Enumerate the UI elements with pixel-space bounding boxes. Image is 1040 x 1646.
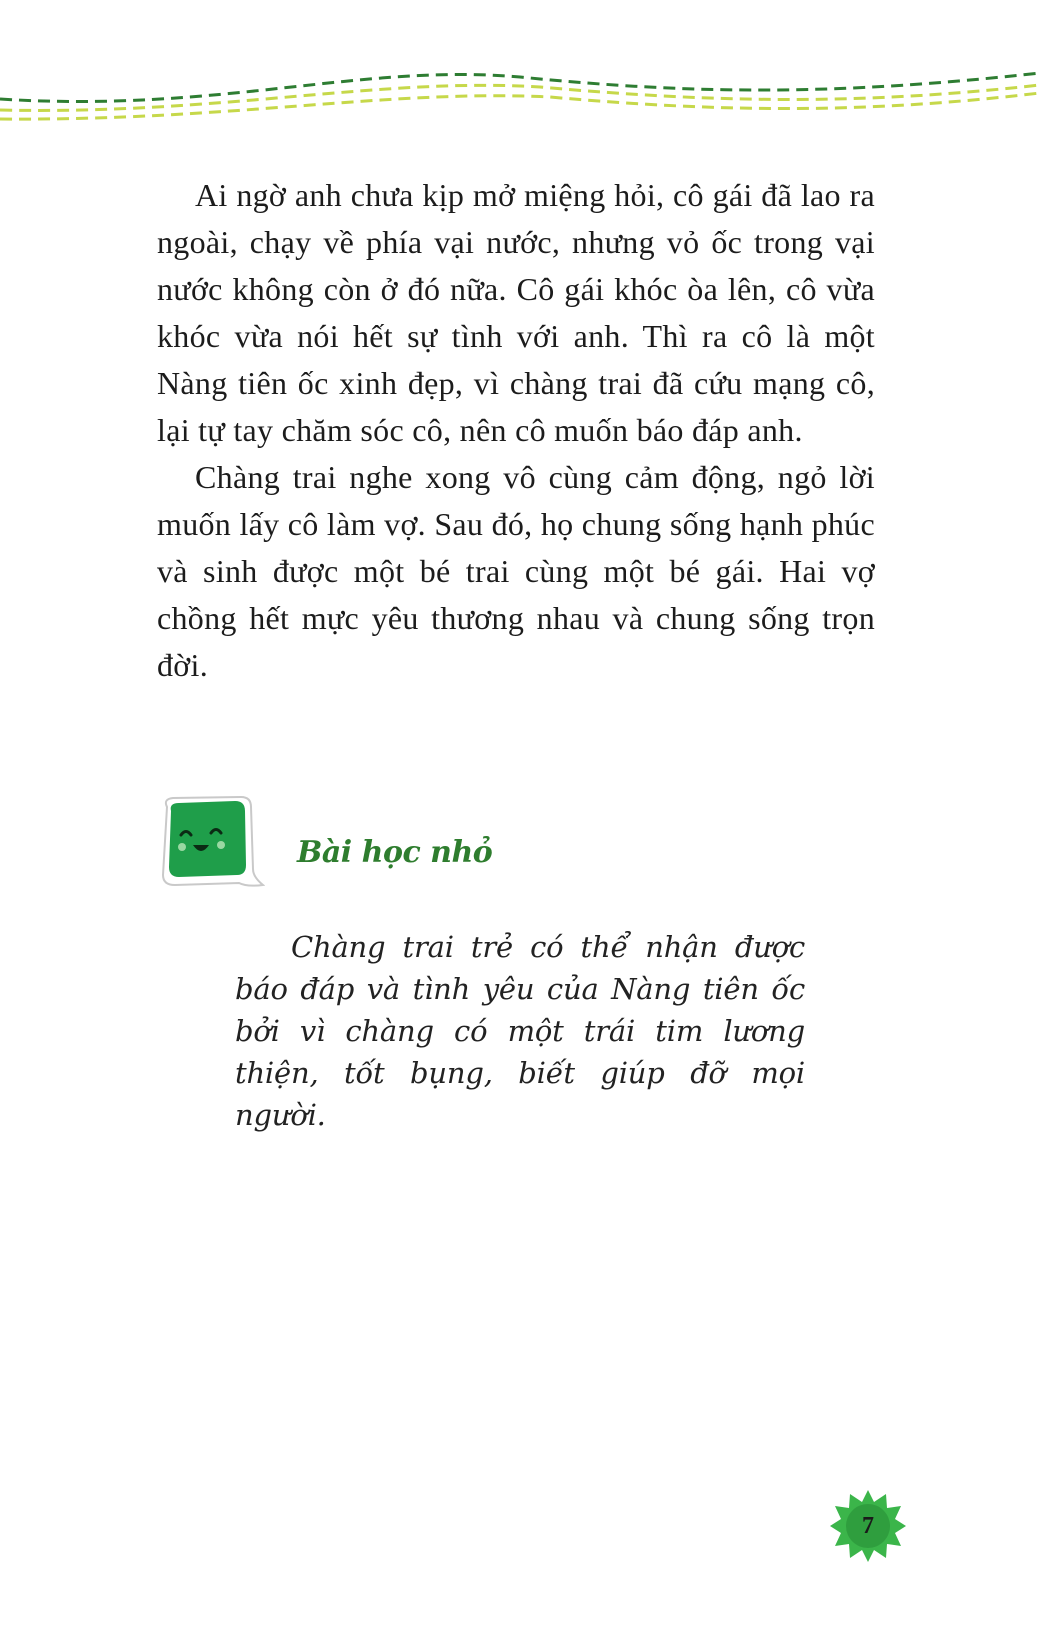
story-paragraph: Chàng trai nghe xong vô cùng cảm động, ngỏ lời muốn lấy cô làm vợ. Sau đó, họ chung sống hạnh phúc và sinh được một bé trai cùng một bé gái. Hai vợ chồng hết mực yêu thương nhau và chung sống trọn đời. (157, 459, 875, 683)
story-paragraph: Ai ngờ anh chưa kịp mở miệng hỏi, cô gái đã lao ra ngoài, chạy về phía vại nước, nhưng vỏ ốc trong vại nước không còn ở đó nữa. Cô gái khóc òa lên, cô vừa khóc vừa nói hết sự tình với anh. Thì ra cô là một Nàng tiên ốc xinh đẹp, vì chàng trai đã cứu mạng cô, lại tự tay chăm sóc cô, nên cô muốn báo đáp anh. (157, 177, 875, 448)
lesson-heading: Bài học nhỏ (297, 835, 493, 870)
smiling-green-square-icon (155, 795, 265, 895)
lesson-text: Chàng trai trẻ có thể nhận được báo đáp và tình yêu của Nàng tiên ốc bởi vì chàng có một trái tim lương thiện, tốt bụng, biết giúp đỡ mọi người. (235, 930, 805, 1132)
decorative-wave-border (0, 55, 1040, 135)
page-number: 7 (862, 1512, 874, 1539)
story-text (157, 172, 875, 689)
